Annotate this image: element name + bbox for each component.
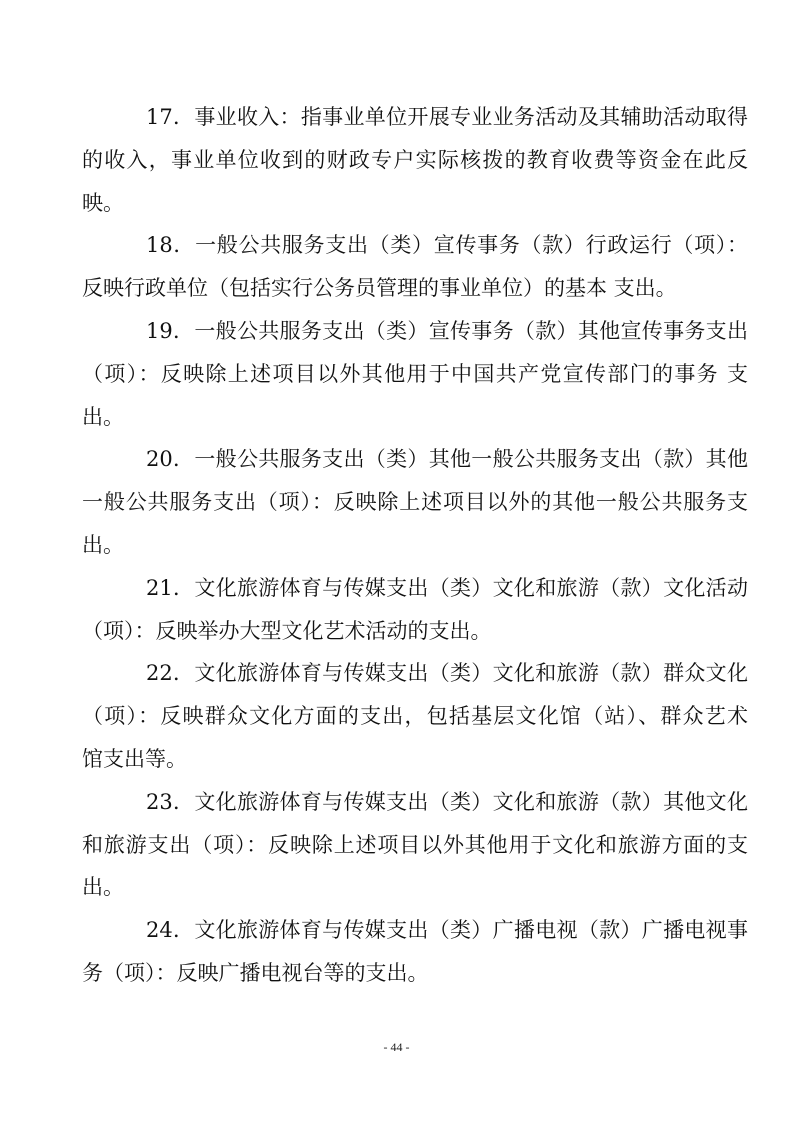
paragraph-line: （项）：反映群众文化方面的支出，包括基层文化馆（站）、群众艺术: [82, 704, 748, 729]
paragraph-line: 务（项）：反映广播电视台等的支出。: [82, 960, 429, 985]
paragraph: [82, 224, 748, 310]
paragraph-line: 19．一般公共服务支出（类）宣传事务（款）其他宣传事务支出: [146, 318, 748, 343]
paragraph-line: 17．事业收入：指事业单位开展专业业务活动及其辅助活动取得: [146, 105, 748, 129]
paragraph-line: 一般公共服务支出（项）：反映除上述项目以外的其他一般公共服务支: [82, 490, 748, 515]
paragraph: [82, 438, 748, 566]
paragraph-line: 20．一般公共服务支出（类）其他一般公共服务支出（款）其他: [146, 447, 748, 472]
paragraph: [82, 781, 748, 909]
document-body: [82, 96, 748, 995]
paragraph: [82, 652, 748, 780]
paragraph: [82, 567, 748, 653]
paragraph-line: （项）：反映举办大型文化艺术活动的支出。: [82, 618, 492, 643]
paragraph-line: 反映行政单位（包括实行公务员管理的事业单位）的基本 支出。: [82, 276, 677, 301]
paragraph-line: 23．文化旅游体育与传媒支出（类）文化和旅游（款）其他文化: [146, 789, 748, 814]
page-number: - 44 -: [383, 1040, 410, 1054]
paragraph-line: 出。: [82, 404, 124, 429]
paragraph-line: 出。: [82, 875, 124, 900]
paragraph-line: 映。: [82, 190, 124, 215]
paragraph: [82, 909, 748, 995]
paragraph-line: 馆支出等。: [82, 746, 187, 771]
paragraph-line: 出。: [82, 532, 124, 557]
paragraph: [82, 310, 748, 438]
paragraph-line: 24．文化旅游体育与传媒支出（类）广播电视（款）广播电视事: [146, 918, 748, 943]
paragraph: [82, 96, 748, 224]
paragraph-line: 22．文化旅游体育与传媒支出（类）文化和旅游（款）群众文化: [146, 661, 748, 686]
paragraph-line: 和旅游支出（项）：反映除上述项目以外其他用于文化和旅游方面的支: [82, 832, 748, 857]
paragraph-line: 18．一般公共服务支出（类）宣传事务（款）行政运行（项）：: [146, 233, 748, 258]
paragraph-line: （项）：反映除上述项目以外其他用于中国共产党宣传部门的事务 支: [82, 361, 748, 386]
paragraph-line: 的收入，事业单位收到的财政专户实际核拨的教育收费等资金在此反: [82, 147, 748, 172]
paragraph-line: 21．文化旅游体育与传媒支出（类）文化和旅游（款）文化活动: [146, 575, 748, 600]
